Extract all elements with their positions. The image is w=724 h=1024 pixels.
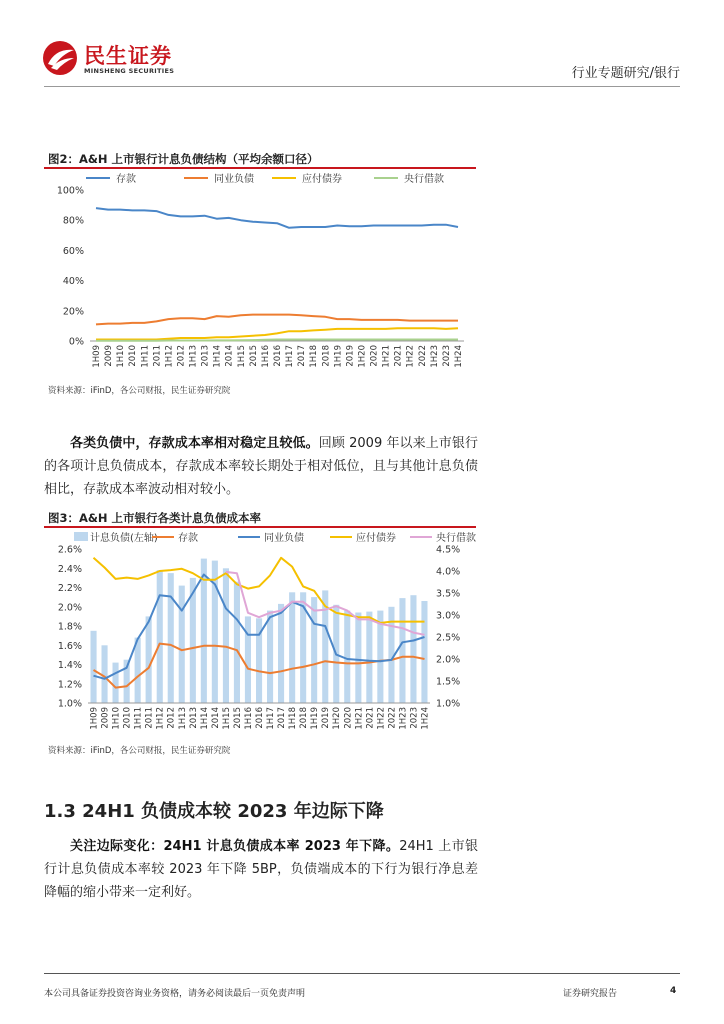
y-right-tick-label: 1.0% xyxy=(436,698,461,710)
y-right-tick-label: 3.0% xyxy=(436,610,461,622)
bar-2012 xyxy=(168,573,174,703)
series-line-2 xyxy=(96,328,458,339)
y-tick-label: 80% xyxy=(62,215,84,227)
figure3-chart xyxy=(44,527,476,737)
bar-1H10 xyxy=(113,663,119,703)
y-left-tick-label: 1.0% xyxy=(57,698,82,710)
x-tick-label: 1H12 xyxy=(164,345,175,368)
y-right-tick-label: 2.5% xyxy=(436,632,461,644)
paragraph-marginal-change xyxy=(44,835,478,904)
x-tick-label: 1H24 xyxy=(453,345,464,368)
x-tick-label: 2020 xyxy=(343,707,354,729)
page-number: 4 xyxy=(670,986,677,996)
x-tick-label: 2016 xyxy=(255,707,265,729)
x-tick-label: 1H16 xyxy=(260,345,271,368)
y-left-tick-label: 2.2% xyxy=(57,583,82,594)
bar-1H17 xyxy=(267,611,273,703)
figure3-title: 图3：A&H 上市银行各类计息负债成本率 xyxy=(48,511,262,525)
bar-1H16 xyxy=(245,616,251,703)
x-tick-label: 1H12 xyxy=(155,707,166,730)
x-tick-label: 2021 xyxy=(393,345,404,367)
header-logo xyxy=(42,38,182,78)
x-tick-label: 2022 xyxy=(417,345,428,367)
x-tick-label: 1H15 xyxy=(236,345,247,368)
x-tick-label: 2011 xyxy=(144,707,155,729)
x-tick-label: 1H17 xyxy=(285,345,296,368)
legend-label-3: 央行借款 xyxy=(404,174,444,185)
y-right-tick-label: 4.5% xyxy=(436,544,461,556)
y-left-tick-label: 1.6% xyxy=(57,640,82,652)
x-tick-label: 2010 xyxy=(122,707,133,729)
series-line-0 xyxy=(96,208,458,228)
x-tick-label: 2017 xyxy=(297,345,308,367)
x-tick-label: 1H20 xyxy=(357,345,368,368)
bar-2017 xyxy=(278,604,284,703)
x-tick-label: 1H09 xyxy=(92,345,103,368)
x-tick-label: 1H15 xyxy=(221,707,232,730)
figure2-source: 资料来源：iFinD，各公司财报，民生证券研究院 xyxy=(48,386,231,396)
header-divider xyxy=(44,86,680,87)
x-tick-label: 1H23 xyxy=(398,707,409,730)
x-tick-label: 2019 xyxy=(321,707,332,729)
bar-2015 xyxy=(234,582,240,703)
y-left-tick-label: 2.0% xyxy=(57,602,82,614)
x-tick-label: 2012 xyxy=(166,707,177,729)
x-tick-label: 1H19 xyxy=(333,345,344,368)
x-tick-label: 1H11 xyxy=(133,707,144,730)
x-tick-label: 1H23 xyxy=(429,345,440,368)
x-tick-label: 2016 xyxy=(273,345,283,367)
legend-label-bars: 计息负债(左轴) xyxy=(90,533,158,544)
y-left-tick-label: 1.2% xyxy=(57,679,82,691)
x-tick-label: 1H21 xyxy=(381,345,392,368)
x-tick-label: 1H18 xyxy=(288,707,299,730)
y-right-tick-label: 1.5% xyxy=(436,676,461,688)
report-category: 行业专题研究/银行 xyxy=(571,66,680,81)
x-tick-label: 1H24 xyxy=(420,707,431,730)
x-tick-label: 2020 xyxy=(369,345,380,367)
bar-1H23 xyxy=(399,598,405,703)
x-tick-label: 2011 xyxy=(152,345,163,367)
legend-swatch-bars xyxy=(74,532,88,541)
x-tick-label: 2023 xyxy=(441,345,452,367)
x-tick-label: 2023 xyxy=(409,707,420,729)
paragraph2-lead: 关注边际变化：24H1 计息负债成本率 2023 年下降。 xyxy=(70,839,400,854)
legend-label-0: 存款 xyxy=(178,533,198,544)
x-tick-label: 2015 xyxy=(232,707,243,729)
footer-disclaimer: 本公司具备证券投资咨询业务资格，请务必阅读最后一页免责声明 xyxy=(44,989,306,999)
bar-1H15 xyxy=(223,568,229,703)
series-line-1 xyxy=(96,315,458,325)
x-tick-label: 2022 xyxy=(387,707,398,729)
section-heading: 1.3 24H1 负债成本较 2023 年边际下降 xyxy=(44,801,384,822)
legend-label-1: 同业负债 xyxy=(264,533,304,544)
bar-2021 xyxy=(366,612,372,703)
x-tick-label: 1H09 xyxy=(89,707,100,730)
x-tick-label: 1H14 xyxy=(212,345,223,368)
x-tick-label: 2018 xyxy=(321,345,332,367)
x-tick-label: 1H11 xyxy=(140,345,151,368)
footer-divider xyxy=(44,973,680,974)
x-tick-label: 2013 xyxy=(200,345,211,367)
legend-label-2: 应付债券 xyxy=(302,174,342,185)
x-tick-label: 1H10 xyxy=(116,345,127,368)
x-tick-label: 1H13 xyxy=(188,345,199,368)
bar-1H24 xyxy=(421,601,427,703)
paragraph1-lead: 各类负债中，存款成本率相对稳定且较低。 xyxy=(70,436,319,451)
y-left-tick-label: 2.4% xyxy=(57,563,82,575)
x-tick-label: 1H14 xyxy=(199,707,210,730)
paragraph2-body: 24H1 上市银行计息负债成本率较 2023 年下降 5BP，负债端成本的下行为银行净息差降幅的缩小带来一定利好。 xyxy=(44,839,478,900)
y-right-tick-label: 4.0% xyxy=(436,566,461,578)
bar-1H11 xyxy=(135,638,141,703)
figure2-chart xyxy=(44,168,476,374)
x-tick-label: 1H19 xyxy=(310,707,321,730)
figure2-title: 图2：A&H 上市银行计息负债结构（平均余额口径） xyxy=(48,152,319,166)
x-tick-label: 2009 xyxy=(104,345,115,367)
y-tick-label: 60% xyxy=(62,245,84,257)
x-tick-label: 2015 xyxy=(248,345,259,367)
brand-logo-icon xyxy=(42,40,78,76)
figure3-source: 资料来源：iFinD，各公司财报，民生证券研究院 xyxy=(48,746,231,756)
y-right-tick-label: 2.0% xyxy=(436,654,461,666)
bar-1H19 xyxy=(311,597,317,703)
x-tick-label: 1H21 xyxy=(354,707,365,730)
y-right-tick-label: 3.5% xyxy=(436,588,461,600)
x-tick-label: 2019 xyxy=(345,345,356,367)
x-tick-label: 2014 xyxy=(210,707,221,729)
x-tick-label: 1H20 xyxy=(332,707,343,730)
x-tick-label: 1H10 xyxy=(111,707,122,730)
bar-1H13 xyxy=(179,586,185,703)
bar-1H09 xyxy=(91,631,97,703)
x-tick-label: 1H18 xyxy=(309,345,320,368)
x-tick-label: 2021 xyxy=(365,707,376,729)
y-tick-label: 100% xyxy=(56,185,84,197)
x-tick-label: 1H22 xyxy=(376,707,387,730)
paragraph-deposit-cost xyxy=(44,432,478,501)
legend-label-0: 存款 xyxy=(116,174,136,185)
brand-name-en: MINSHENG SECURITIES xyxy=(84,67,175,75)
y-left-tick-label: 2.6% xyxy=(57,544,82,556)
x-tick-label: 2017 xyxy=(277,707,288,729)
bar-2020 xyxy=(344,611,350,703)
bar-1H21 xyxy=(355,613,361,704)
legend-label-2: 应付债券 xyxy=(356,533,396,544)
bar-1H12 xyxy=(157,570,163,703)
y-tick-label: 20% xyxy=(62,306,84,318)
y-left-tick-label: 1.4% xyxy=(57,660,82,671)
bar-2011 xyxy=(146,616,152,703)
x-tick-label: 2010 xyxy=(128,345,139,367)
bar-1H18 xyxy=(289,592,295,703)
x-tick-label: 2018 xyxy=(299,707,310,729)
y-tick-label: 0% xyxy=(68,336,84,348)
x-tick-label: 2012 xyxy=(176,345,187,367)
footer-label: 证券研究报告 xyxy=(563,989,618,999)
x-tick-label: 1H16 xyxy=(243,707,254,730)
x-tick-label: 1H13 xyxy=(177,707,188,730)
paragraph1-body: 回顾 2009 年以来上市银行的各项计息负债成本，存款成本率较长期处于相对低位，且与其他计息负债相比，存款成本率波动相对较小。 xyxy=(44,436,478,497)
x-tick-label: 1H17 xyxy=(266,707,277,730)
brand-name-cn: 民生证券 xyxy=(84,44,172,68)
x-tick-label: 2014 xyxy=(224,345,235,367)
legend-label-3: 央行借款 xyxy=(436,533,476,544)
legend-label-1: 同业负债 xyxy=(214,174,254,185)
x-tick-label: 2013 xyxy=(188,707,199,729)
y-tick-label: 40% xyxy=(62,276,84,288)
x-tick-label: 2009 xyxy=(100,707,111,729)
series-line-2 xyxy=(94,558,425,623)
x-tick-label: 1H22 xyxy=(405,345,416,368)
bar-2023 xyxy=(410,595,416,703)
y-left-tick-label: 1.8% xyxy=(57,621,82,633)
